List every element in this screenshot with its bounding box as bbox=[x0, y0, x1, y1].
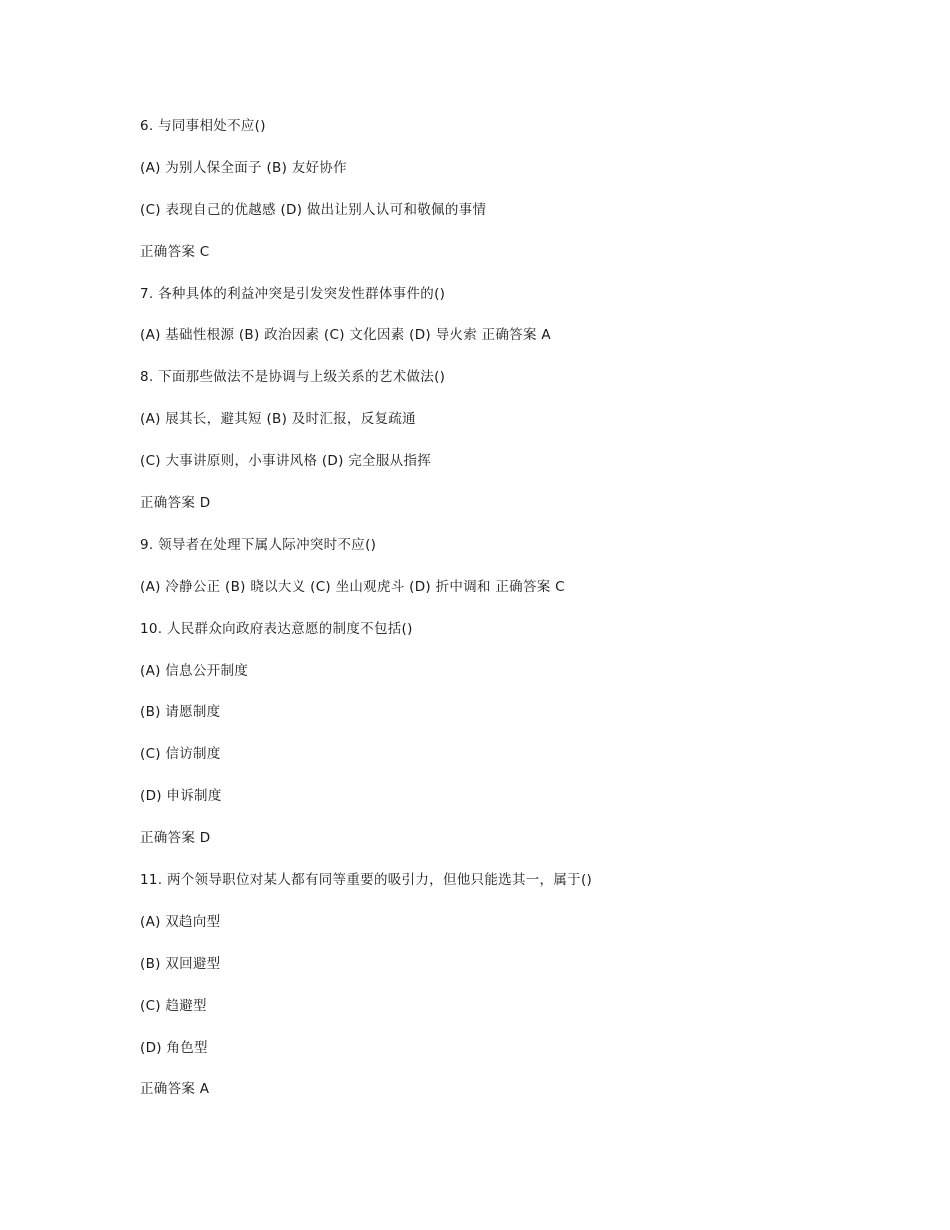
question-6-options-ab: (A) 为别人保全面子 (B) 友好协作 bbox=[140, 159, 347, 176]
question-8-stem: 8. 下面那些做法不是协调与上级关系的艺术做法() bbox=[140, 369, 446, 386]
question-11-option-a: (A) 双趋向型 bbox=[140, 913, 221, 930]
question-10-option-a: (A) 信息公开制度 bbox=[140, 662, 249, 679]
question-11-answer: 正确答案 A bbox=[140, 1081, 210, 1098]
question-6-stem: 6. 与同事相处不应() bbox=[140, 118, 266, 134]
question-10-option-b: (B) 请愿制度 bbox=[140, 704, 221, 721]
document-body bbox=[140, 115, 860, 1120]
question-10-option-d: (D) 申诉制度 bbox=[140, 788, 222, 805]
question-11-option-b: (B) 双回避型 bbox=[140, 955, 221, 972]
question-6-options-cd: (C) 表现自己的优越感 (D) 做出让别人认可和敬佩的事情 bbox=[140, 201, 487, 218]
question-9-options-answer: (A) 冷静公正 (B) 晓以大义 (C) 坐山观虎斗 (D) 折中调和 正确答案 C bbox=[140, 578, 565, 595]
question-6-answer: 正确答案 C bbox=[140, 243, 210, 260]
question-11-option-d: (D) 角色型 bbox=[140, 1039, 208, 1056]
question-11-option-c: (C) 趋避型 bbox=[140, 997, 207, 1014]
question-7-stem: 7. 各种具体的利益冲突是引发突发性群体事件的() bbox=[140, 285, 446, 302]
question-9-stem: 9. 领导者在处理下属人际冲突时不应() bbox=[140, 536, 377, 553]
question-8-options-ab: (A) 展其长，避其短 (B) 及时汇报，反复疏通 bbox=[140, 411, 416, 428]
question-10-answer: 正确答案 D bbox=[140, 830, 211, 847]
question-10-stem: 10. 人民群众向政府表达意愿的制度不包括() bbox=[140, 620, 413, 637]
question-8-options-cd: (C) 大事讲原则，小事讲风格 (D) 完全服从指挥 bbox=[140, 453, 432, 470]
question-11-stem: 11. 两个领导职位对某人都有同等重要的吸引力，但他只能选其一，属于() bbox=[140, 872, 593, 889]
question-8-answer: 正确答案 D bbox=[140, 495, 211, 512]
question-10-option-c: (C) 信访制度 bbox=[140, 746, 221, 763]
question-7-options-answer: (A) 基础性根源 (B) 政治因素 (C) 文化因素 (D) 导火索 正确答案 A bbox=[140, 327, 551, 344]
